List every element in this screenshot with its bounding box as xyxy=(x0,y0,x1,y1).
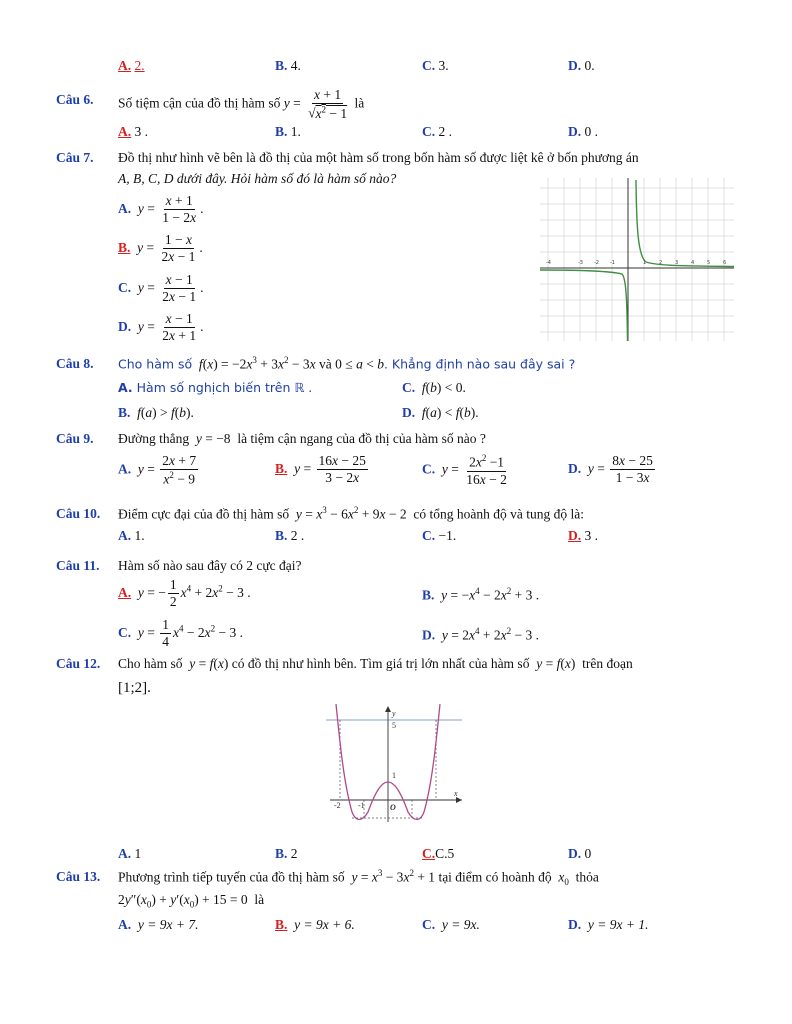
q9-stem: Đường thẳng y = −8 là tiệm cận ngang của đồ thị của hàm số nào ? xyxy=(118,431,486,446)
svg-text:5: 5 xyxy=(707,260,711,266)
q6-stem: Số tiệm cận của đồ thị hàm số y = $\frac{x + 1}{√x^2 - 1}$ là xyxy=(118,87,365,121)
svg-text:-3: -3 xyxy=(578,260,583,266)
q6-option-c: C. 2 . xyxy=(422,124,452,139)
q13-label: Câu 13. xyxy=(56,869,101,884)
q5-option-c: C. 3. xyxy=(422,58,449,73)
q12-option-b: B. 2 xyxy=(275,846,298,861)
q13-condition: $2y''(x_0) + y'(x_0) + 15 = 0$ là xyxy=(118,892,265,910)
svg-text:1: 1 xyxy=(392,771,396,780)
svg-text:-1: -1 xyxy=(610,260,615,266)
q11-option-b: B. $y = -x^4 - 2x^2 + 3$ . xyxy=(422,586,540,603)
svg-text:5: 5 xyxy=(392,721,396,730)
svg-text:1: 1 xyxy=(643,260,647,266)
q7-line2: A, B, C, D dưới đây. Hỏi hàm số đó là hàm số nào? xyxy=(118,171,397,186)
q10-label: Câu 10. xyxy=(56,506,101,521)
svg-text:2: 2 xyxy=(659,260,663,266)
q9-option-c: C. y = $\frac{2x^2 -1}{16x - 2}$ xyxy=(422,453,507,487)
q12-label: Câu 12. xyxy=(56,656,101,671)
q11-option-c: C. y = $\frac{1}{4}$ $x^4 - 2x^2 - 3$ . xyxy=(118,617,243,650)
q10-option-c: C. −1. xyxy=(422,528,457,543)
q8-stem: Cho hàm số $f(x) = -2x^3 + 3x^2 - 3x$ và 0 ≤ a < b. Khẳng định nào sau đây sai ? xyxy=(118,355,576,372)
q12-option-a: A. 1 xyxy=(118,846,142,861)
q9-option-a: A. y = $\frac{2x + 7}{x^2 - 9}$ xyxy=(118,453,197,487)
q12-graph xyxy=(326,704,466,824)
svg-text:4: 4 xyxy=(691,260,695,266)
q13-option-c: C. y = 9x. xyxy=(422,917,480,932)
q6-label: Câu 6. xyxy=(56,92,94,107)
q6-option-a: A. 3 . xyxy=(118,124,148,139)
svg-text:3: 3 xyxy=(675,260,679,266)
svg-text:-2: -2 xyxy=(334,801,341,810)
branch-left xyxy=(540,270,628,341)
q9-option-b: B. y = $\frac{16x - 25}{3 - 2x}$ xyxy=(275,453,366,486)
q12-option-d: D. 0 xyxy=(568,846,592,861)
q11-option-d: D. $y = 2x^4 + 2x^2 - 3$ . xyxy=(422,626,539,643)
q11-label: Câu 11. xyxy=(56,558,100,573)
branch-right xyxy=(636,180,734,267)
q5-option-a: A. 2. xyxy=(118,58,145,73)
q8-label: Câu 8. xyxy=(56,356,94,371)
svg-text:-2: -2 xyxy=(594,260,599,266)
q12-interval: [1;2]. xyxy=(118,680,151,696)
q13-stem: Phương trình tiếp tuyến của đồ thị hàm số $y = x^3 - 3x^2 + 1$ tại điểm có hoành độ $x_0$ thỏa xyxy=(118,868,599,888)
q11-stem: Hàm số nào sau đây có 2 cực đại? xyxy=(118,558,302,573)
svg-text:-4: -4 xyxy=(546,260,551,266)
q7-option-b: B. y = $\frac{1 - x}{2x - 1}$ . xyxy=(118,232,203,265)
q7-option-c: C. y = $\frac{x - 1}{2x - 1}$ . xyxy=(118,272,204,305)
q10-option-d: D. 3 . xyxy=(568,528,598,543)
q9-option-d: D. y = $\frac{8x - 25}{1 - 3x}$ xyxy=(568,453,653,486)
q8-option-b: B. f(a) > f(b). xyxy=(118,405,194,420)
q12-stem: Cho hàm số y = f(x) có đồ thị như hình bên. Tìm giá trị lớn nhất của hàm số y = f(x) trên đoạn xyxy=(118,656,633,671)
svg-text:x: x xyxy=(454,789,458,798)
q13-option-b: B. y = 9x + 6. xyxy=(275,917,355,932)
q7-line1: Đồ thị như hình vẽ bên là đồ thị của một hàm số trong bốn hàm số được liệt kê ở bốn phương án xyxy=(118,150,639,165)
q6-option-d: D. 0 . xyxy=(568,124,598,139)
svg-text:-1: -1 xyxy=(358,801,365,810)
q7-label: Câu 7. xyxy=(56,150,94,165)
q7-option-a: A. y = $\frac{x + 1}{1 - 2x}$ . xyxy=(118,193,204,226)
q7-graph xyxy=(540,178,734,341)
q5-option-b: B. 4. xyxy=(275,58,301,73)
q8-option-d: D. f(a) < f(b). xyxy=(402,405,479,420)
q13-option-a: A. y = 9x + 7. xyxy=(118,917,199,932)
svg-text:y: y xyxy=(392,709,396,718)
q9-label: Câu 9. xyxy=(56,431,94,446)
q8-option-c: C. f(b) < 0. xyxy=(402,380,466,395)
q12-option-c: C.C.5 xyxy=(422,846,455,861)
q10-option-a: A. 1. xyxy=(118,528,145,543)
q11-option-a: A. y = − $\frac{1}{2}$ $x^4 + 2x^2 - 3$ . xyxy=(118,577,251,610)
q7-option-d: D. y = $\frac{x - 1}{2x + 1}$ . xyxy=(118,311,204,344)
q10-option-b: B. 2 . xyxy=(275,528,305,543)
svg-text:6: 6 xyxy=(723,260,727,266)
q13-option-d: D. y = 9x + 1. xyxy=(568,917,649,932)
q6-option-b: B. 1. xyxy=(275,124,301,139)
svg-text:O: O xyxy=(390,803,396,812)
q5-option-d: D. 0. xyxy=(568,58,595,73)
q8-option-a: A. Hàm số nghịch biến trên ℝ . xyxy=(118,380,313,395)
q10-stem: Điểm cực đại của đồ thị hàm số $y = x^3 - 6x^2 + 9x - 2$ có tổng hoành độ và tung độ là: xyxy=(118,505,585,522)
